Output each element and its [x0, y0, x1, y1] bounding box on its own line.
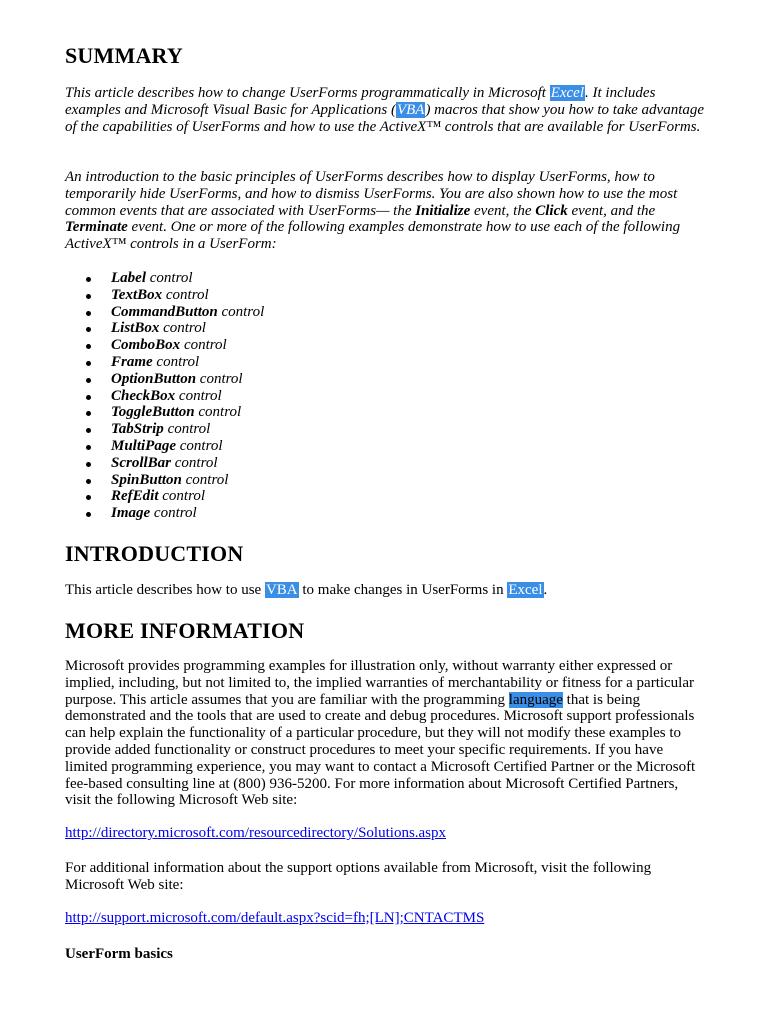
control-name: Label — [111, 270, 146, 286]
control-list-item — [85, 304, 264, 321]
control-suffix: control — [159, 320, 206, 337]
control-suffix: control — [163, 421, 211, 438]
control-suffix: control — [152, 353, 200, 370]
control-suffix: control — [146, 270, 193, 286]
summary-paragraph-1 — [65, 85, 705, 135]
summary-heading: SUMMARY — [65, 43, 183, 68]
intro-vba-link[interactable]: VBA — [265, 582, 298, 598]
intro-text-3: . — [543, 582, 548, 598]
support-options-paragraph: For additional information about the support options available from Microsoft, visit the following Microsoft Web site: — [65, 860, 652, 893]
control-suffix: control — [176, 437, 223, 454]
support-link[interactable]: http://support.microsoft.com/default.aspx?scid=fh;[LN];CNTACTMS — [65, 910, 485, 926]
control-list-item — [85, 270, 264, 287]
solutions-link-line — [65, 825, 705, 842]
summary-p1-text-2: . It includes examples and Microsoft Visual Basic for Applications ( — [65, 85, 656, 118]
intro-text-2: to make changes in UserForms in — [298, 582, 508, 598]
control-list-item — [85, 320, 264, 337]
control-suffix: control — [150, 505, 197, 522]
control-name: CommandButton — [111, 303, 218, 320]
summary-paragraph-2 — [65, 169, 705, 253]
summary-p2-text-3: event, and the — [567, 202, 656, 219]
summary-p2-text-1: An introduction to the basic principles of UserForms describes how to display UserForms, how to temporarily hide UserForms, and how to dismiss UserForms. You are also shown how to use the most common events that are associated with UserForms— the — [65, 169, 678, 219]
control-name: MultiPage — [111, 437, 177, 454]
introduction-heading: INTRODUCTION — [65, 541, 244, 566]
control-list-item — [85, 337, 264, 354]
control-name: TabStrip — [111, 421, 164, 438]
intro-text-1: This article describes how to use — [65, 582, 265, 598]
click-term: Click — [535, 202, 568, 219]
summary-p2-text-2: event, the — [470, 202, 536, 219]
control-list-item — [85, 388, 264, 405]
control-suffix: control — [196, 370, 243, 387]
initialize-term: Initialize — [415, 202, 471, 219]
control-suffix: control — [217, 303, 265, 320]
control-list-item — [85, 421, 264, 438]
control-suffix: control — [180, 337, 227, 354]
control-name: SpinButton — [111, 471, 182, 488]
control-suffix: control — [162, 286, 209, 303]
more-p1-text-1: Microsoft provides programming examples for illustration only, without warranty either expressed or implied, including, but not limited to, the implied warranties of merchantability or fitness for a particular purpose. This article assumes that you are familiar with the programming — [65, 658, 695, 708]
more-information-heading: MORE INFORMATION — [65, 618, 305, 643]
more-p1-text-2: that is being demonstrated and the tools that are used to create and debug procedures. Microsoft support professionals can help explain the functionality of a particular procedure, but they will not modify these examples to provide added functionality or construct procedures to meet your specific requirements. If you have limited programming experience, you may want to contact a Microsoft Certified Partner or the Microsoft fee-based consulting line at (800) 936-5200. For more information about Microsoft Certified Partners, visit the following Microsoft Web site: — [65, 691, 696, 809]
controls-list — [85, 270, 264, 522]
control-list-item — [85, 354, 264, 371]
control-list-item — [85, 438, 264, 455]
control-name: ListBox — [111, 320, 160, 337]
more-information-paragraph — [65, 658, 705, 809]
terminate-term: Terminate — [65, 219, 128, 236]
excel-keyword-link[interactable]: Excel — [550, 85, 584, 101]
control-name: ScrollBar — [111, 454, 172, 471]
control-list-item — [85, 505, 264, 522]
introduction-paragraph — [65, 582, 705, 599]
summary-p1-text-3: ) macros that show you how to take advantage of the capabilities of UserForms and how to use the ActiveX™ controls that are available for UserForms. — [65, 101, 705, 135]
userform-basics-subheading: UserForm basics — [65, 946, 173, 962]
summary-p2-text-4: event. One or more of the following examples demonstrate how to use each of the following ActiveX™ controls in a UserForm: — [65, 219, 681, 253]
control-name: TextBox — [111, 286, 163, 303]
control-list-item — [85, 488, 264, 505]
control-list-item — [85, 287, 264, 304]
control-name: Image — [111, 505, 151, 522]
control-suffix: control — [194, 404, 242, 421]
control-name: OptionButton — [111, 370, 197, 387]
control-list-item — [85, 404, 264, 421]
control-name: ToggleButton — [111, 404, 195, 421]
control-suffix: control — [171, 454, 218, 471]
control-list-item — [85, 455, 264, 472]
control-suffix: control — [175, 387, 222, 404]
control-suffix: control — [158, 488, 206, 505]
control-list-item — [85, 472, 264, 489]
vba-keyword-link[interactable]: VBA — [396, 101, 425, 118]
intro-excel-link[interactable]: Excel — [508, 582, 543, 598]
language-keyword-link[interactable]: language — [508, 691, 563, 708]
control-name: ComboBox — [111, 337, 181, 354]
control-name: Frame — [111, 353, 153, 370]
control-name: RefEdit — [111, 488, 159, 505]
summary-p1-text-1: This article describes how to change UserForms programmatically in Microsoft — [65, 85, 550, 101]
control-list-item — [85, 371, 264, 388]
control-name: CheckBox — [111, 387, 176, 404]
solutions-link[interactable]: http://directory.microsoft.com/resourcedirectory/Solutions.aspx — [65, 825, 447, 841]
control-suffix: control — [181, 471, 229, 488]
support-link-line — [65, 910, 705, 927]
